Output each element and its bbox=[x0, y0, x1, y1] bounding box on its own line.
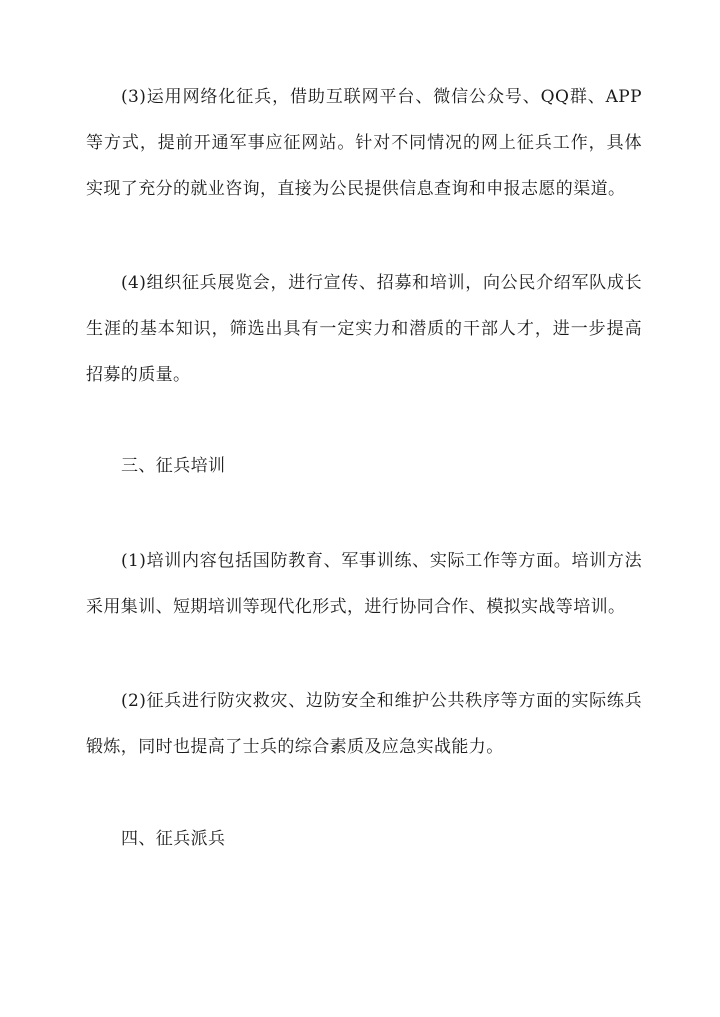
paragraph-online-recruitment: (3)运用网络化征兵，借助互联网平台、微信公众号、QQ群、APP等方式，提前开通军事应征网站。针对不同情况的网上征兵工作，具体实现了充分的就业咨询，直接为公民提供信息查询和申报志愿的渠道。 bbox=[86, 87, 642, 199]
paragraph-training-content: (1)培训内容包括国防教育、军事训练、实际工作等方面。培训方法采用集训、短期培训等现代化形式，进行协同合作、模拟实战等培训。 bbox=[86, 551, 642, 617]
paragraph-practical-drills: (2)征兵进行防灾救灾、边防安全和维护公共秩序等方面的实际练兵锻炼，同时也提高了士兵的综合素质及应急实战能力。 bbox=[86, 691, 642, 757]
paragraph-recruitment-exhibition: (4)组织征兵展览会，进行宣传、招募和培训，向公民介绍军队成长生涯的基本知识，筛选出具有一定实力和潜质的干部人才，进一步提高招募的质量。 bbox=[86, 273, 642, 385]
section-heading-training: 三、征兵培训 bbox=[121, 456, 226, 476]
section-heading-dispatch: 四、征兵派兵 bbox=[121, 829, 226, 849]
